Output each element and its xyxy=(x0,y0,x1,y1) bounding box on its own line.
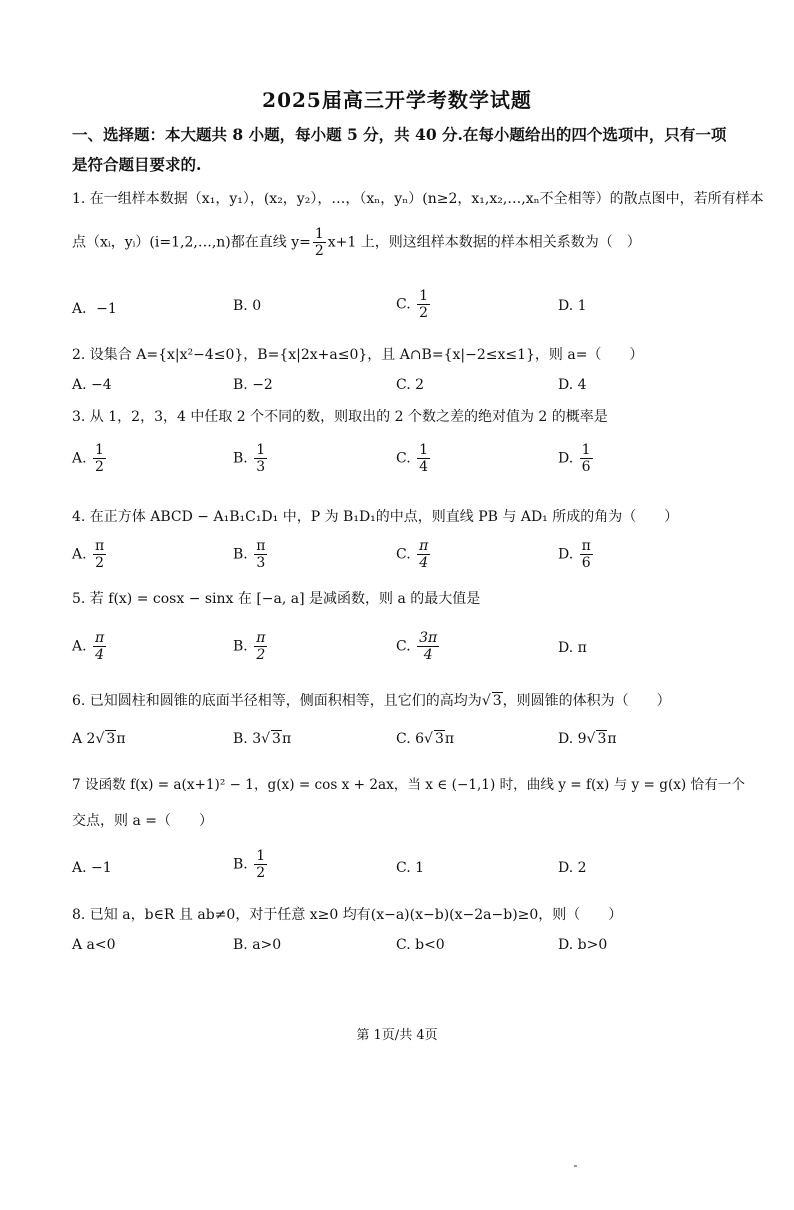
sqrt-radicand: 3 xyxy=(106,731,116,747)
option-fraction xyxy=(254,538,267,571)
option-fraction xyxy=(254,442,267,475)
q2-option-c: C. 2 xyxy=(396,377,425,393)
question-1-fraction xyxy=(313,226,326,259)
option-label: B. xyxy=(233,546,248,563)
scan-speck xyxy=(574,1165,577,1167)
q5-option-b xyxy=(233,630,269,663)
q3-option-a xyxy=(72,442,108,475)
q1-option-a: A．−1 xyxy=(72,301,117,317)
question-7-line-2: 交点，则 a =（ ） xyxy=(72,813,213,829)
fraction-numerator: π xyxy=(95,538,105,554)
question-3: 3. 从 1，2，3，4 中任取 2 个不同的数，则取出的 2 个数之差的绝对值为 2 的概率是 xyxy=(72,409,608,425)
q7-option-c: C. 1 xyxy=(396,860,425,876)
fraction-denominator: 4 xyxy=(419,459,429,475)
q2-option-b: B. −2 xyxy=(233,377,273,393)
fraction-numerator: 1 xyxy=(314,226,324,242)
option-coefficient: D. 9 xyxy=(558,731,587,747)
pi-symbol: π xyxy=(607,731,617,747)
question-6 xyxy=(72,690,671,710)
fraction-numerator: 1 xyxy=(256,848,266,864)
fraction-numerator: π xyxy=(95,630,105,646)
sqrt-sign: √ xyxy=(481,693,491,709)
option-coefficient: B. 3 xyxy=(233,731,262,747)
question-8: 8. 已知 a，b∈R 且 ab≠0，对于任意 x≥0 均有(x−a)(x−b)(x−2a−b)≥0，则（ ） xyxy=(72,907,623,923)
q4-option-b xyxy=(233,538,269,571)
sqrt-radicand: 3 xyxy=(272,731,281,747)
option-label: B. xyxy=(233,450,248,467)
q2-option-a: A. −4 xyxy=(72,377,112,393)
page-footer: 第 1页/共 4页 xyxy=(356,1028,438,1043)
option-fraction xyxy=(417,538,430,571)
sqrt-sign: √ xyxy=(424,731,433,747)
option-fraction xyxy=(254,848,267,881)
option-fraction xyxy=(93,538,106,571)
pi-symbol: π xyxy=(281,731,292,747)
q7-option-b xyxy=(233,848,269,881)
sqrt-sign: √ xyxy=(586,731,596,747)
q8-option-c: C. b<0 xyxy=(396,937,445,953)
fraction-denominator: 2 xyxy=(419,305,429,321)
q7-option-d: D. 2 xyxy=(558,860,587,876)
option-label: C. xyxy=(396,638,411,655)
exam-title: 2025届高三开学考数学试题 xyxy=(262,88,532,112)
q6-option-d xyxy=(558,731,617,747)
fraction-denominator: 4 xyxy=(423,647,433,663)
question-4: 4. 在正方体 ABCD − A₁B₁C₁D₁ 中，P 为 B₁D₁的中点，则直线 PB 与 AD₁ 所成的角为（ ） xyxy=(72,509,679,525)
fraction-denominator: 4 xyxy=(95,647,105,663)
fraction-numerator: 1 xyxy=(256,442,266,458)
fraction-denominator: 2 xyxy=(95,459,104,475)
option-label: A. xyxy=(72,638,87,655)
option-fraction xyxy=(254,630,267,663)
fraction-denominator: 6 xyxy=(581,555,591,571)
q8-option-d: D. b>0 xyxy=(558,937,608,953)
option-coefficient: C. 6 xyxy=(396,731,425,747)
q3-option-c xyxy=(396,442,432,475)
fraction-denominator: 4 xyxy=(419,555,429,571)
q6-option-b xyxy=(233,731,291,747)
q1-option-b: B. 0 xyxy=(233,298,262,314)
question-5: 5. 若 f(x) = cosx − sinx 在 [−a, a] 是减函数，则 a 的最大值是 xyxy=(72,591,481,607)
fraction-numerator: 1 xyxy=(581,442,591,458)
option-label: C. xyxy=(396,450,411,467)
option-fraction xyxy=(417,442,430,475)
option-label: B. xyxy=(233,638,248,655)
fraction-numerator: π xyxy=(256,630,266,646)
q5-option-c xyxy=(396,630,441,663)
q3-option-b xyxy=(233,442,269,475)
option-fraction xyxy=(93,442,106,475)
q4-option-c xyxy=(396,538,432,571)
q1-option-d: D. 1 xyxy=(558,298,587,314)
option-label: C. xyxy=(396,296,411,313)
q8-option-a: A a<0 xyxy=(72,937,116,953)
option-label: D. xyxy=(558,546,574,563)
question-1-line-1: 1. 在一组样本数据（x₁，y₁），(x₂，y₂），…，（xₙ，yₙ）(n≥2，x₁,x₂,…,xₙ不全相等）的散点图中，若所有样本 xyxy=(72,191,764,207)
sqrt-radicand: 3 xyxy=(492,693,502,709)
q2-option-d: D. 4 xyxy=(558,377,587,393)
fraction-numerator: π xyxy=(581,538,591,554)
option-fraction xyxy=(580,442,593,475)
fraction-denominator: 2 xyxy=(256,865,266,881)
fraction-denominator: 2 xyxy=(95,555,105,571)
section-heading: 一、选择题：本大题共 8 小题，每小题 5 分，共 40 分.在每小题给出的四个选项中，只有一项是符合题目要求的. xyxy=(72,125,727,174)
option-coefficient: A 2 xyxy=(72,731,96,747)
question-6-text-end: ，则圆锥的体积为（ ） xyxy=(502,693,671,709)
fraction-denominator: 2 xyxy=(256,647,266,663)
question-1-line-2-pre: 点（xᵢ，yᵢ）(i=1,2,…,n)都在直线 y= xyxy=(72,234,311,251)
question-7-line-1: 7 设函数 f(x) = a(x+1)² − 1，g(x) = cos x + 2ax，当 x ∈ (−1,1) 时，曲线 y = f(x) 与 y = g(x) 恰有一个 xyxy=(72,777,745,793)
option-fraction xyxy=(417,288,430,321)
q8-option-b: B. a>0 xyxy=(233,937,282,953)
option-label: A. xyxy=(72,450,87,467)
q3-option-d xyxy=(558,442,595,475)
option-label: B. xyxy=(233,856,248,873)
option-fraction xyxy=(417,630,439,663)
fraction-denominator: 3 xyxy=(256,555,266,571)
sqrt-sign: √ xyxy=(261,731,271,747)
q6-option-a xyxy=(72,731,126,747)
pi-symbol: π xyxy=(116,731,126,747)
fraction-denominator: 2 xyxy=(314,243,324,259)
fraction-numerator: π xyxy=(419,538,429,554)
question-2: 2. 设集合 A={x|x²−4≤0}，B={x|2x+a≤0}，且 A∩B={x|−2≤x≤1}，则 a=（ ） xyxy=(72,347,644,363)
option-label: D. xyxy=(558,450,574,467)
question-6-text: 6. 已知圆柱和圆锥的底面半径相等，侧面积相等，且它们的高均为 xyxy=(72,693,482,709)
q5-option-a xyxy=(72,630,108,663)
q1-option-c xyxy=(396,288,432,321)
fraction-denominator: 3 xyxy=(256,459,266,475)
sqrt-sign: √ xyxy=(95,731,105,747)
sqrt-radicand: 3 xyxy=(597,731,607,747)
fraction-numerator: 1 xyxy=(419,442,429,458)
pi-symbol: π xyxy=(444,731,455,747)
q5-option-d: D. π xyxy=(558,640,587,656)
fraction-denominator: 6 xyxy=(581,459,591,475)
q4-option-d xyxy=(558,538,595,571)
option-fraction xyxy=(580,538,593,571)
option-label: C. xyxy=(396,546,411,563)
option-label: A. xyxy=(72,546,87,563)
fraction-numerator: 3π xyxy=(419,630,438,646)
question-1-line-2 xyxy=(72,226,641,259)
q6-option-c xyxy=(396,731,454,747)
q4-option-a xyxy=(72,538,108,571)
fraction-numerator: 1 xyxy=(419,288,429,304)
fraction-numerator: 1 xyxy=(95,442,104,458)
fraction-numerator: π xyxy=(256,538,266,554)
question-1-line-2-post: x+1 上，则这组样本数据的样本相关系数为（ ） xyxy=(327,234,641,251)
option-fraction xyxy=(93,630,106,663)
sqrt-radicand: 3 xyxy=(434,731,444,747)
q7-option-a: A. −1 xyxy=(72,860,112,876)
